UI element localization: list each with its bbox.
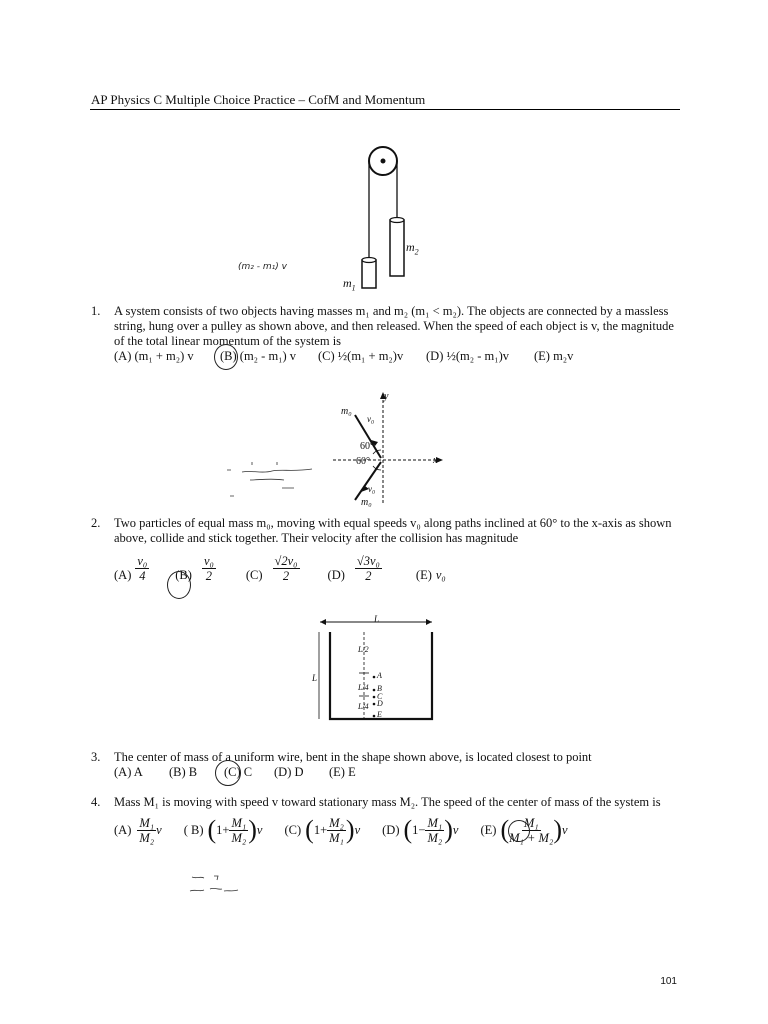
label-half-L: L/2	[358, 645, 369, 654]
choice-b-label: ( B)	[183, 822, 204, 837]
choice-c-one-plus: 1+	[313, 822, 328, 837]
choice-a-fraction: $\frac{\text{M₁}}{\text{M₂}}$	[139, 815, 155, 845]
choice-e: (E) m₂v	[534, 349, 574, 363]
label-m2: $m_2$	[406, 240, 419, 257]
answer-circle-q4	[508, 820, 530, 842]
choice-a: (A) A	[114, 765, 143, 779]
label-v0-bottom: v₀	[368, 484, 376, 494]
label-quarter-L-2: L/4	[358, 702, 369, 711]
choice-b: (B) B	[169, 765, 198, 779]
figure-bent-wire	[310, 612, 440, 724]
label-m1: $m_1$	[343, 276, 356, 293]
label-angle-top: 60°	[360, 441, 374, 452]
answer-circle-q3	[215, 760, 241, 786]
choice-a: (A) (m₁ + m₂) v	[114, 349, 194, 363]
question-text: Mass M₁ is moving with speed v toward stationary mass M₂. The speed of the center of mass of the system is	[114, 795, 661, 809]
label-left-L: L	[312, 673, 318, 683]
page-number: 101	[660, 976, 677, 987]
label-angle-bottom: 60°	[356, 456, 370, 467]
choice-b: (B) (m₂ - m₁) v	[220, 349, 297, 363]
question-text: A system consists of two objects having masses m₁ and m₂ (m₁ < m₂). The objects are connected by a massless string, hung over a pulley as shown above, and then released. When the speed of each object is v, the magnitude of the total linear momentum of the system is	[114, 304, 674, 348]
choice-c-label: (C)	[245, 568, 263, 582]
label-quarter-L: L/4	[358, 683, 369, 692]
question-text: Two particles of equal mass m₀, moving with equal speeds v₀ along paths inclined at 60° to the x-axis as shown above, collide and stick together. Their velocity after the collision has magnitude	[114, 516, 672, 545]
header-rule	[90, 109, 680, 110]
label-top-L: L	[374, 614, 380, 624]
question-number: 3.	[91, 750, 101, 764]
label-axis-y: y	[384, 391, 389, 402]
question-number: 4.	[91, 795, 101, 809]
choice-e-label: (E)	[480, 822, 497, 837]
choice-a-v: v	[156, 822, 162, 837]
point-b-label: B	[377, 684, 382, 693]
point-d-label: D	[377, 699, 383, 708]
handwritten-scribble-q4	[188, 873, 244, 901]
choice-d-fraction: $\frac{\text{M₁}}{\text{M₂}}$	[427, 815, 443, 845]
choice-e: (E) E	[329, 765, 356, 779]
choice-d-label: (D)	[382, 822, 400, 837]
answer-circle-q2	[167, 571, 191, 599]
question-number: 1.	[91, 304, 101, 318]
label-v0-top: v₀	[367, 414, 375, 424]
choice-c-fraction: $\frac{\text{√2v₀}}{2}$	[274, 554, 298, 583]
choice-c: (C) C	[224, 765, 253, 779]
choice-b-label: (B)	[175, 568, 192, 582]
choice-a-label: (A)	[114, 568, 132, 582]
choice-d: (D) D	[274, 765, 304, 779]
choice-e-fraction: $\frac{\text{M₁}}{\text{M₁ + M₂}}$	[509, 815, 554, 845]
choice-b-v: v	[256, 822, 263, 837]
choice-c-fraction: $\frac{\text{M₂}}{\text{M₁}}$	[329, 815, 344, 845]
choice-e-v: v	[561, 822, 568, 837]
point-a-label: A	[377, 671, 382, 680]
choice-d-one-minus: 1−	[412, 822, 426, 837]
question-2-choices	[114, 554, 446, 583]
point-c-label: C	[377, 692, 383, 701]
question-text: The center of mass of a uniform wire, bent in the shape shown above, is located closest to point	[114, 750, 592, 764]
choice-c: (C) ½(m₁ + m₂)v	[318, 349, 404, 363]
label-axis-x: x	[433, 455, 438, 466]
choice-a-label: (A)	[114, 822, 132, 837]
choice-d-label: (D)	[327, 568, 345, 582]
choice-e-value: v₀	[435, 568, 446, 582]
choice-c-v: v	[354, 822, 361, 837]
choice-e-label: (E)	[415, 568, 432, 582]
choice-a-fraction: $\frac{\text{v₀}}{4}$	[137, 554, 148, 583]
page-header-title: AP Physics C Multiple Choice Practice – CofM and Momentum	[91, 92, 426, 107]
choice-d: (D) ½(m₂ - m₁)v	[426, 349, 510, 363]
handwritten-scribble-q2	[222, 458, 322, 500]
choice-c-label: (C)	[284, 822, 302, 837]
question-number: 2.	[91, 516, 101, 530]
handwritten-answer-note: (m₂ - m₁) v	[238, 262, 287, 272]
choice-b-one-plus: 1+	[216, 822, 230, 837]
question-4-choices: (A) $\frac{\text{M₁}}{\text{M₂}}$ v ( B) ( 1+ $\frac{\text{M₁}}{\text{M₂}}$ ) v (C) ( 1+ $\frac{\text{M₂}}{\text{M₁}}$ ) v (D) ( 1− $\frac{\text{M₁}}{\text{M₂}}$ ) v (E) ( $\frac{\text{M₁}}{\text{M₁ + M₂}}$ ) v	[114, 815, 568, 845]
point-e-label: E	[377, 710, 382, 719]
label-m0-bottom: m₀	[361, 497, 372, 508]
choice-b-fraction: $\frac{\text{v₀}}{2}$	[203, 554, 214, 583]
answer-circle-q1	[214, 344, 238, 370]
label-m0-top: m₀	[341, 406, 352, 417]
choice-d-v: v	[452, 822, 459, 837]
choice-d-fraction: $\frac{\text{√3v₀}}{2}$	[356, 554, 380, 583]
choice-b-fraction: $\frac{\text{M₁}}{\text{M₂}}$	[231, 815, 247, 845]
